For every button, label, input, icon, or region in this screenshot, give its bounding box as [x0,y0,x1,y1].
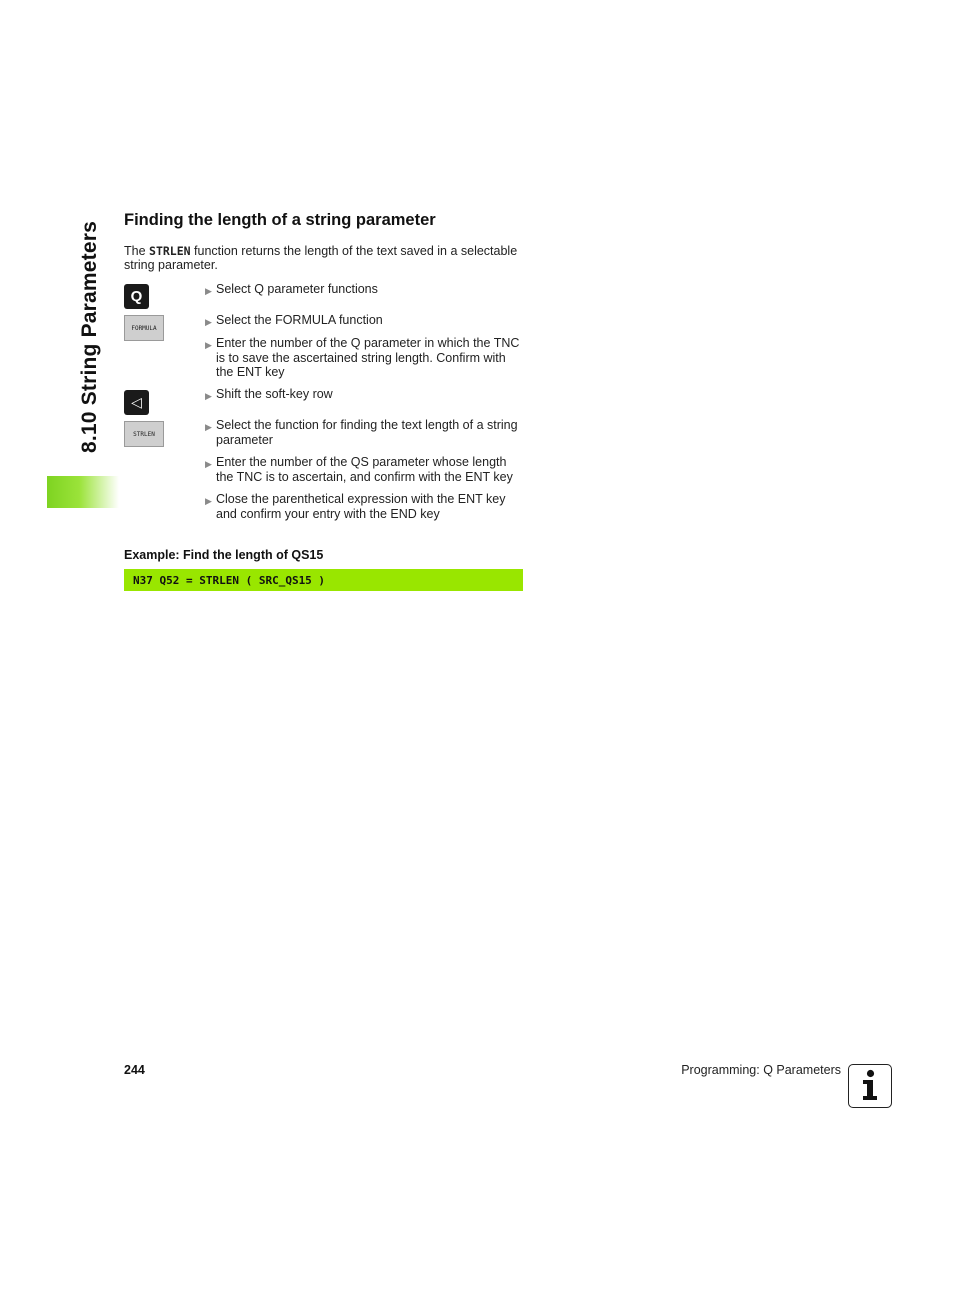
step-4 [205,387,525,404]
step-6 [205,455,525,484]
footer-chapter-title: Programming: Q Parameters [681,1063,841,1077]
bullet-triangle-icon: ▶ [205,422,212,432]
step-1 [205,282,525,299]
step-text: Enter the number of the Q parameter in which the TNC is to save the ascertained string length. Confirm with the ENT key [216,336,520,379]
chapter-tab-marker [47,476,119,508]
bullet-triangle-icon: ▶ [205,340,212,350]
example-code-line: N37 Q52 = STRLEN ( SRC_QS15 ) [124,569,523,591]
step-3 [205,336,525,380]
arrow-left-icon: ◁ [131,394,142,410]
intro-paragraph [124,244,524,272]
page-number: 244 [124,1063,145,1077]
strlen-softkey[interactable]: STRLEN [124,421,164,447]
step-text: Select the function for finding the text length of a string parameter [216,418,518,447]
step-2 [205,313,525,330]
step-7 [205,492,525,521]
bullet-triangle-icon: ▶ [205,391,212,401]
example-label: Example: Find the length of QS15 [124,548,324,562]
info-icon [848,1064,892,1108]
step-text: Shift the soft-key row [216,387,333,401]
function-name: STRLEN [149,244,191,258]
intro-suffix: function returns the length of the text saved in a selectable string parameter. [124,244,518,272]
q-key[interactable]: Q [124,284,149,309]
bullet-triangle-icon: ▶ [205,459,212,469]
step-text: Enter the number of the QS parameter whose length the TNC is to ascertain, and confirm with the ENT key [216,455,513,484]
step-text: Select Q parameter functions [216,282,378,296]
section-title-text: 8.10 String Parameters [78,220,101,454]
section-title-vertical [76,214,104,460]
shift-softkey-row-key[interactable] [124,390,149,415]
section-heading: Finding the length of a string parameter [124,211,436,229]
bullet-triangle-icon: ▶ [205,286,212,296]
bullet-triangle-icon: ▶ [205,317,212,327]
step-text: Close the parenthetical expression with the ENT key and confirm your entry with the END key [216,492,506,521]
intro-prefix: The [124,244,150,258]
bullet-triangle-icon: ▶ [205,496,212,506]
info-icon-graphic [849,1065,890,1106]
step-5 [205,418,525,447]
formula-softkey[interactable]: FORMULA [124,315,164,341]
step-text: Select the FORMULA function [216,313,383,327]
